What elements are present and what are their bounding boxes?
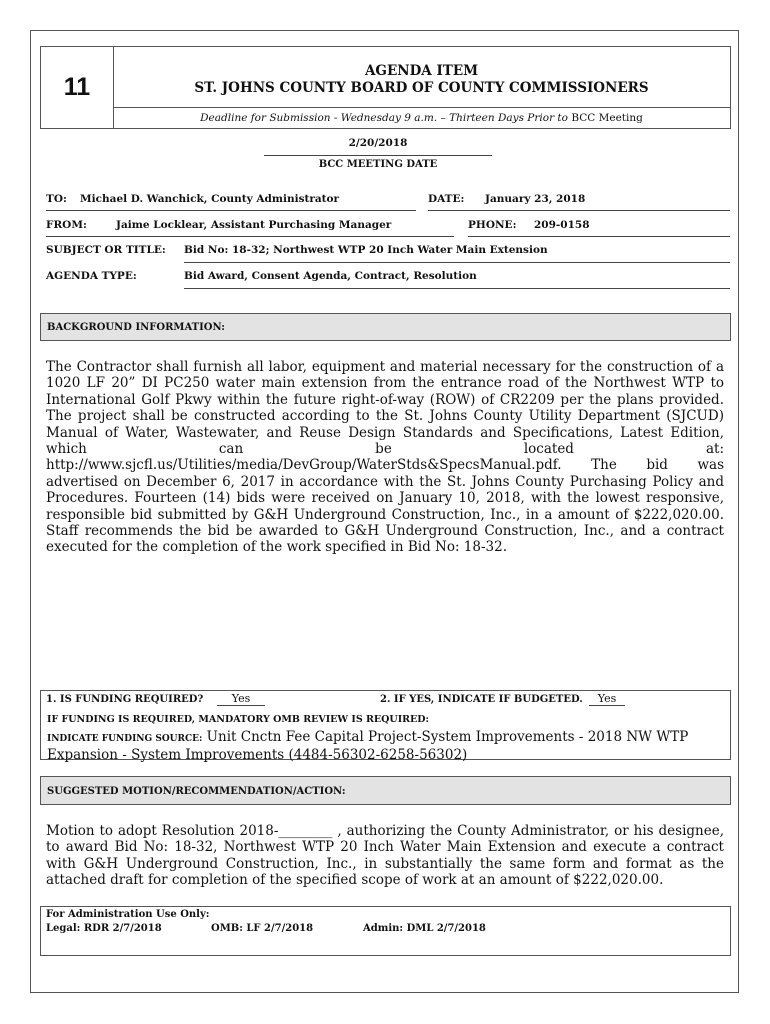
phone-underline bbox=[468, 236, 730, 237]
date-value: January 23, 2018 bbox=[485, 193, 586, 205]
motion-heading: SUGGESTED MOTION/RECOMMENDATION/ACTION: bbox=[40, 776, 731, 805]
deadline-italic: Deadline for Submission - Wednesday 9 a.m. – Thirteen Days Prior to bbox=[200, 112, 568, 124]
admin-legal: Legal: RDR 2/7/2018 bbox=[46, 923, 162, 934]
phone-label: PHONE: bbox=[468, 219, 517, 231]
omb-note: IF FUNDING IS REQUIRED, MANDATORY OMB REVIEW IS REQUIRED: bbox=[47, 714, 430, 725]
meeting-date-underline bbox=[264, 155, 492, 156]
from-value: Jaime Locklear, Assistant Purchasing Manager bbox=[116, 219, 392, 231]
funding-box bbox=[40, 690, 731, 763]
subject-label: SUBJECT OR TITLE: bbox=[46, 244, 166, 256]
admin-omb: OMB: LF 2/7/2018 bbox=[211, 923, 314, 934]
title-line-1: AGENDA ITEM bbox=[364, 63, 479, 79]
phone-value: 209-0158 bbox=[534, 219, 590, 231]
funding-source-value: Unit Cnctn Fee Capital Project-System Improvements - 2018 NW WTP Expansion - System Improvements (4484-56302-6258-56302) bbox=[47, 729, 689, 763]
admin-heading: For Administration Use Only: bbox=[46, 909, 210, 920]
deadline-note bbox=[113, 107, 730, 129]
background-text: The Contractor shall furnish all labor, equipment and material necessary for the construction of a 1020 LF 20” DI PC250 water main extension from the entrance road of the Northwest WTP to International Golf Pkwy within the future right-of-way (ROW) of CR2209 per the plans provided. The project shall be constructed according to the St. Johns County Utility Department (SJCUD) Manual of Water, Wastewater, and Reuse Design Standards and Specifications, Latest Edition, which can be located at: http://www.sjcfl.us/Utilities/media/DevGroup/WaterStds&SpecsManual.pdf. The bid was advertised on December 6, 2017 in accordance with the St. Johns County Purchasing Policy and Procedures. Fourteen (14) bids were received on January 10, 2018, with the lowest responsive, responsible bid submitted by G&H Underground Construction, Inc., in a amount of $222,020.00. Staff recommends the bid be awarded to G&H Underground Construction, Inc., and a contract executed for the completion of the work specified in Bid No: 18-32. bbox=[46, 359, 724, 556]
date-underline bbox=[428, 210, 730, 211]
background-heading: BACKGROUND INFORMATION: bbox=[40, 313, 731, 341]
from-underline bbox=[46, 236, 454, 237]
to-label: TO: bbox=[46, 193, 67, 205]
agenda-header bbox=[40, 46, 731, 129]
to-value: Michael D. Wanchick, County Administrator bbox=[80, 193, 340, 205]
admin-admin: Admin: DML 2/7/2018 bbox=[363, 923, 486, 934]
budgeted-value: Yes bbox=[589, 692, 625, 706]
agenda-item-number: 11 bbox=[41, 47, 114, 128]
agenda-type-underline bbox=[184, 288, 730, 289]
motion-text: Motion to adopt Resolution 2018-________ , authorizing the County Administrator, or his designee, to award Bid No: 18-32, Northwest WTP 20 Inch Water Main Extension and execute a contract with G&H Underground Construction, Inc., in substantially the same form and format as the attached draft for completion of the specified scope of work at an amount of $222,020.00. bbox=[46, 823, 724, 889]
meeting-date: 2/20/2018 bbox=[348, 137, 408, 149]
funding-required-label: 1. IS FUNDING REQUIRED? bbox=[46, 694, 204, 705]
admin-box bbox=[40, 906, 731, 956]
funding-required-value: Yes bbox=[217, 692, 265, 706]
deadline-plain: BCC Meeting bbox=[571, 112, 643, 124]
meeting-date-label: BCC MEETING DATE bbox=[318, 159, 438, 170]
agenda-title bbox=[113, 47, 730, 107]
to-underline bbox=[46, 210, 416, 211]
agenda-type-value: Bid Award, Consent Agenda, Contract, Resolution bbox=[184, 270, 477, 282]
funding-source bbox=[47, 729, 727, 763]
funding-source-label: INDICATE FUNDING SOURCE: bbox=[47, 734, 203, 744]
subject-value: Bid No: 18-32; Northwest WTP 20 Inch Water Main Extension bbox=[184, 244, 548, 256]
subject-underline bbox=[184, 262, 730, 263]
from-label: FROM: bbox=[46, 219, 87, 231]
title-line-2: ST. JOHNS COUNTY BOARD OF COUNTY COMMISSIONERS bbox=[194, 80, 649, 96]
date-label: DATE: bbox=[428, 193, 465, 205]
agenda-type-label: AGENDA TYPE: bbox=[46, 270, 137, 282]
budgeted-label: 2. IF YES, INDICATE IF BUDGETED. bbox=[380, 694, 583, 705]
